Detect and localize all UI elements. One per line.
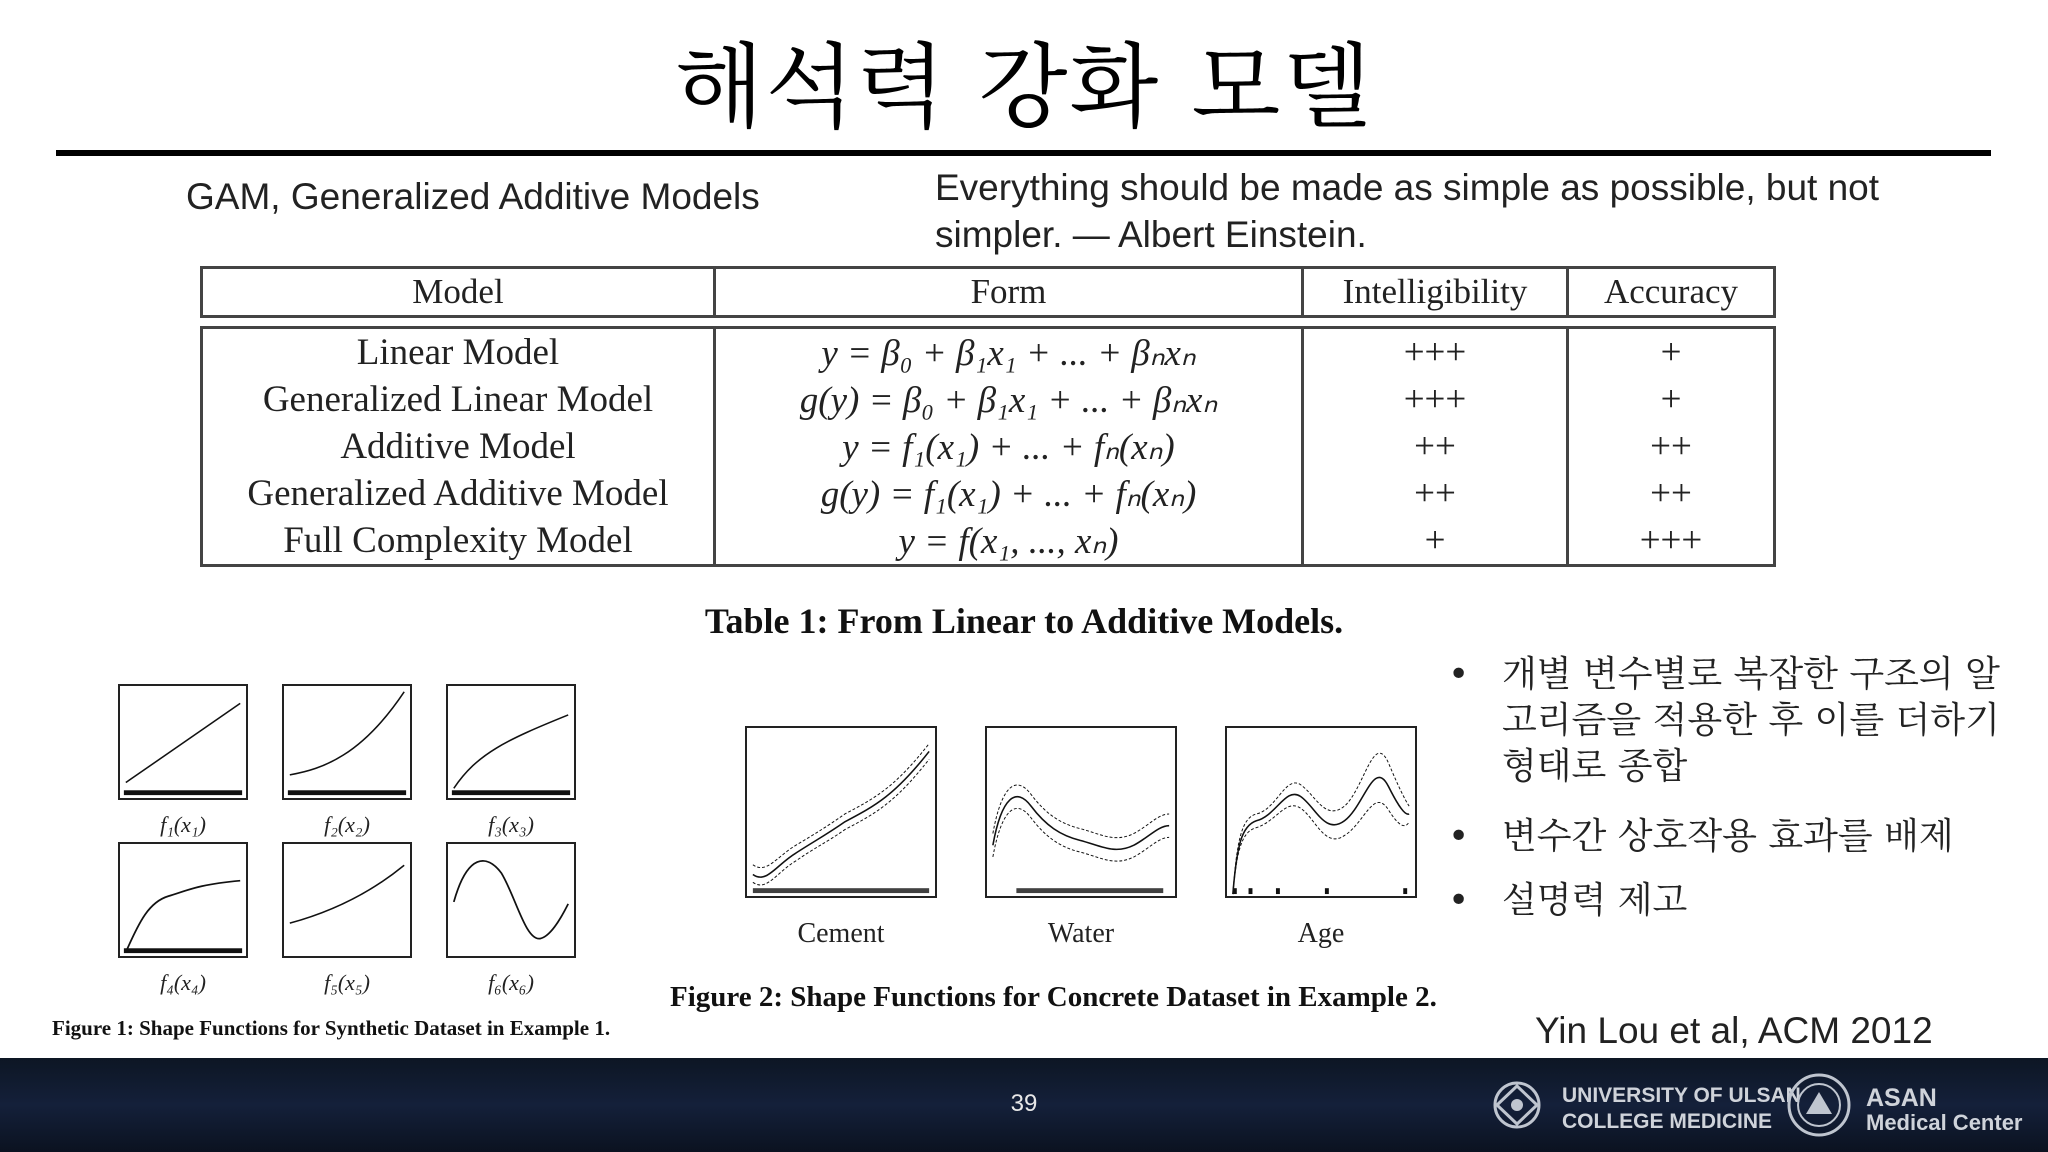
intelligibility-cell: ++ — [1303, 423, 1568, 470]
form-cell: y = f(x₁, ..., xₙ) — [715, 517, 1303, 566]
model-cell: Linear Model — [202, 328, 715, 377]
table-row — [202, 376, 1775, 423]
fig1-plot-2 — [282, 684, 412, 800]
bullet-item — [1448, 652, 2008, 790]
slide-title: 해석력 강화 모델 — [674, 34, 1374, 141]
model-table — [200, 326, 1776, 567]
fig1-label-6: f₆(x₆) — [488, 970, 534, 995]
fig1-plot-3 — [446, 684, 576, 800]
fig1-plot-4 — [118, 842, 248, 958]
intelligibility-cell: +++ — [1303, 328, 1568, 377]
bullet-list — [1448, 652, 2008, 942]
bullet-text: 개별 변수별로 복잡한 구조의 알고리즘을 적용한 후 이를 더하기 형태로 종합 — [1502, 654, 2000, 787]
fig1-plot-6 — [446, 842, 576, 958]
accuracy-cell: ++ — [1568, 470, 1775, 517]
accuracy-cell: ++ — [1568, 423, 1775, 470]
fig1-label-2: f₂(x₂) — [324, 812, 370, 837]
form-cell: y = β₀ + β₁x₁ + ... + βₙxₙ — [715, 328, 1303, 377]
fig1-label-3: f₃(x₃) — [488, 812, 534, 837]
form-cell: g(y) = f₁(x₁) + ... + fₙ(xₙ) — [715, 470, 1303, 517]
fig1-label-4: f₄(x₄) — [160, 970, 206, 995]
table-row — [202, 470, 1775, 517]
gam-label: GAM, Generalized Additive Models — [186, 176, 760, 217]
table-header — [200, 266, 1776, 318]
fig1-curve-1 — [120, 686, 246, 798]
intelligibility-cell: + — [1303, 517, 1568, 566]
fig1-plot-1 — [118, 684, 248, 800]
table-header-row — [202, 268, 1775, 317]
figure2-caption: Figure 2: Shape Functions for Concrete Dataset in Example 2. — [670, 981, 1437, 1013]
fig2-label-cement: Cement — [797, 918, 885, 949]
fig2-curve-water — [987, 728, 1175, 896]
header-model: Model — [202, 268, 715, 317]
header-form: Form — [715, 268, 1303, 317]
einstein-quote: Everything should be made as simple as possible, but not simpler. — Albert Einstein. — [935, 167, 1880, 255]
model-cell: Generalized Linear Model — [202, 376, 715, 423]
figure1-caption: Figure 1: Shape Functions for Synthetic Dataset in Example 1. — [52, 1016, 611, 1040]
fig2-plot-water — [985, 726, 1177, 898]
asan-emblem-icon — [1786, 1072, 1852, 1138]
bullet-dot: • — [1448, 654, 1470, 695]
fig2-label-water: Water — [1047, 918, 1115, 949]
fig2-plot-cement — [745, 726, 937, 898]
table-caption: Table 1: From Linear to Additive Models. — [704, 601, 1344, 641]
fig1-plot-5 — [282, 842, 412, 958]
accuracy-cell: + — [1568, 328, 1775, 377]
fig1-curve-4 — [120, 844, 246, 956]
fig1-label-5: f₅(x₅) — [324, 970, 370, 995]
fig2-curve-cement — [747, 728, 935, 896]
bullet-dot: • — [1448, 816, 1470, 857]
bullet-text: 설명력 제고 — [1502, 880, 1688, 921]
table-row — [202, 328, 1775, 377]
asan-logo-line2: Medical Center — [1866, 1110, 2023, 1135]
table-row — [202, 517, 1775, 566]
header-intelligibility: Intelligibility — [1303, 268, 1568, 317]
intelligibility-cell: ++ — [1303, 470, 1568, 517]
header-accuracy: Accuracy — [1568, 268, 1775, 317]
fig1-curve-2 — [284, 686, 410, 798]
fig1-curve-5 — [284, 844, 410, 956]
fig2-label-age: Age — [1297, 918, 1345, 949]
table-row — [202, 423, 1775, 470]
model-cell: Full Complexity Model — [202, 517, 715, 566]
bullet-item — [1448, 814, 2008, 860]
accuracy-cell: +++ — [1568, 517, 1775, 566]
model-cell: Generalized Additive Model — [202, 470, 715, 517]
university-logo-line2: COLLEGE MEDICINE — [1562, 1110, 1773, 1133]
fig2-plot-age — [1225, 726, 1417, 898]
fig1-label-1: f₁(x₁) — [160, 812, 206, 837]
page-number: 39 — [1010, 1090, 1038, 1117]
bullet-text: 변수간 상호작용 효과를 배제 — [1502, 816, 1954, 857]
form-cell: y = f₁(x₁) + ... + fₙ(xₙ) — [715, 423, 1303, 470]
fig1-curve-3 — [448, 686, 574, 798]
bullet-dot: • — [1448, 880, 1470, 921]
form-cell: g(y) = β₀ + β₁x₁ + ... + βₙxₙ — [715, 376, 1303, 423]
title-divider — [56, 150, 1991, 156]
university-emblem-icon — [1482, 1076, 1552, 1134]
fig1-curve-6 — [448, 844, 574, 956]
university-logo-line1: UNIVERSITY OF ULSAN — [1562, 1084, 1801, 1107]
asan-logo-line1: ASAN — [1866, 1084, 1937, 1112]
intelligibility-cell: +++ — [1303, 376, 1568, 423]
citation: Yin Lou et al, ACM 2012 — [1535, 1010, 1933, 1051]
fig2-curve-age — [1227, 728, 1415, 896]
accuracy-cell: + — [1568, 376, 1775, 423]
bullet-item — [1448, 878, 2008, 924]
model-cell: Additive Model — [202, 423, 715, 470]
